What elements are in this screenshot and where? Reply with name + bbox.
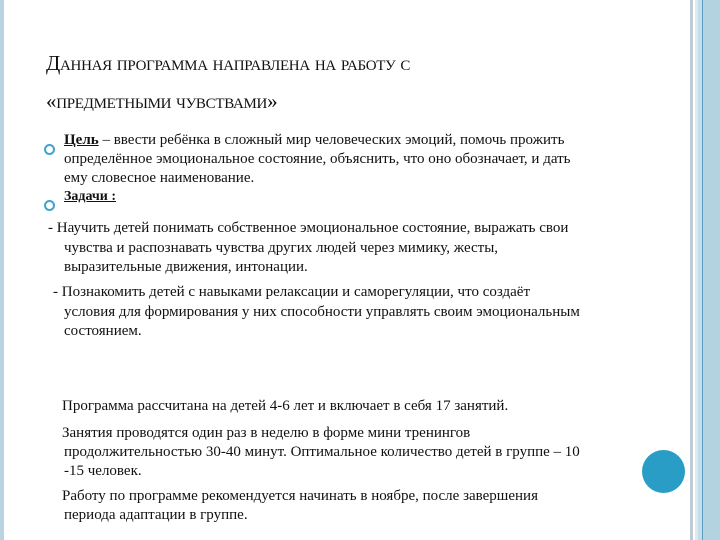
title-line-1: Данная программа направлена на работу с: [46, 51, 411, 75]
goal-line: ему словесное наименование.: [64, 170, 255, 186]
task-line: условия для формирования у них способности управлять своим эмоциональным: [64, 304, 580, 320]
info-line: Занятия проводятся один раз в неделю в форме мини тренингов: [62, 425, 471, 441]
bullet-icon: [44, 144, 55, 155]
task-line: чувства и распознавать чувства других людей через мимику, жесты,: [64, 240, 499, 256]
info-line: Работу по программе рекомендуется начинать в ноябре, после завершения: [62, 488, 538, 504]
info-line: Программа рассчитана на детей 4-6 лет и включает в себя 17 занятий.: [62, 398, 509, 414]
goal-text: – ввести ребёнка в сложный мир человеческих эмоций, помочь прожить: [98, 132, 565, 148]
bullet-icon: [44, 200, 55, 211]
slide-title: [46, 44, 410, 120]
info-line: периода адаптации в группе.: [64, 507, 248, 523]
goal-label: Цель: [64, 132, 99, 148]
goal-line: определённое эмоциональное состояние, объяснить, что оно обозначает, и дать: [64, 151, 571, 167]
goal-line: [64, 131, 564, 150]
tasks-label: Задачи :: [64, 189, 117, 204]
task-line: - Познакомить детей с навыками релаксации и саморегуляции, что создаёт: [53, 284, 531, 300]
info-line: -15 человек.: [64, 463, 142, 479]
decorative-circle-icon: [642, 450, 685, 493]
title-line-2: «предметными чувствами»: [46, 89, 278, 113]
task-line: состоянием.: [64, 323, 142, 339]
left-border: [0, 0, 4, 540]
info-line: продолжительностью 30-40 минут. Оптимальное количество детей в группе – 10: [64, 444, 580, 460]
task-line: выразительные движения, интонации.: [64, 259, 308, 275]
task-line: - Научить детей понимать собственное эмоциональное состояние, выражать свои: [48, 220, 569, 236]
right-decorative-border: [690, 0, 720, 540]
